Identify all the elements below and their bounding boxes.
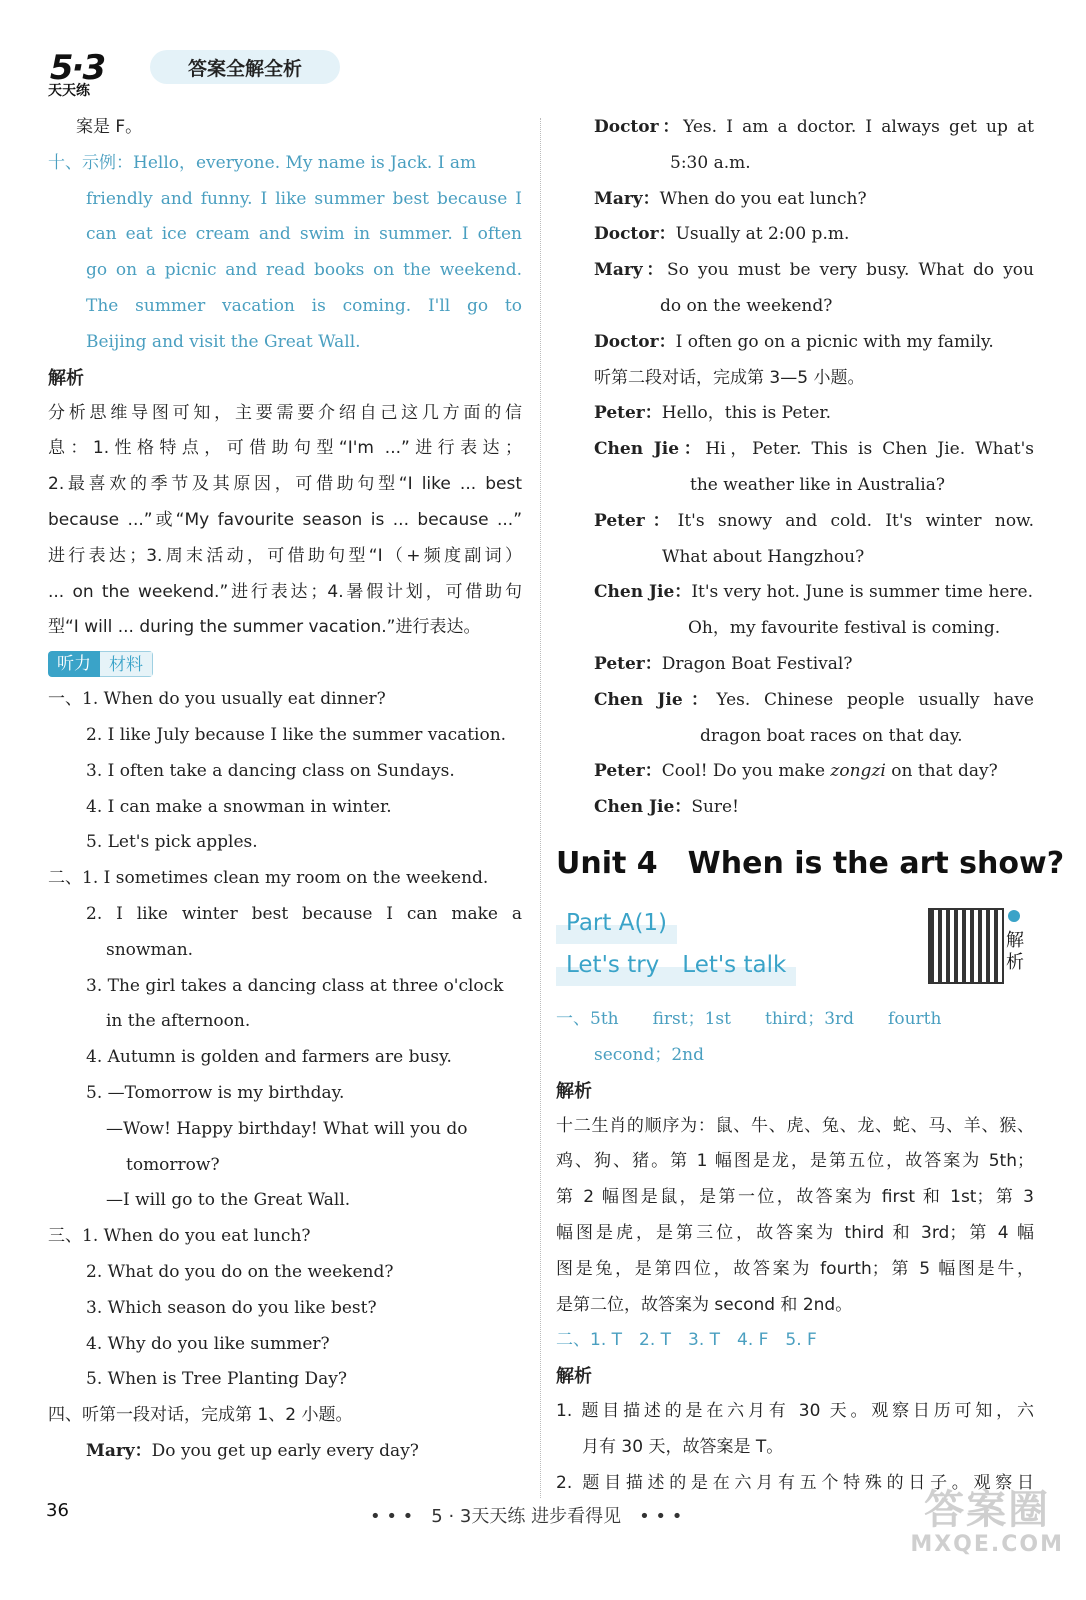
utterance: Yes. I am a doctor. I always get up at: [683, 117, 1034, 137]
analysis-line: 幅图是虎，是第三位，故答案为 third 和 3rd；第 4 幅: [556, 1222, 1034, 1243]
sec4-text: 听第一段对话，完成第 1、2 小题。: [82, 1405, 353, 1426]
dialogue-line: [556, 683, 1034, 719]
utterance: Hello，this is Peter.: [661, 403, 831, 424]
item-10-label: 十、示例：: [48, 152, 133, 173]
analysis-line: 图是兔，是第四位，故答案为 fourth；第 5 幅图是牛，: [556, 1258, 1034, 1279]
dialogue-cont: Oh，my favourite festival is coming.: [688, 618, 1001, 639]
watermark: [910, 1487, 1064, 1557]
utterance: Do you get up early every day?: [151, 1440, 419, 1461]
analysis-line: 十二生肖的顺序为：鼠、牛、虎、兔、龙、蛇、马、羊、猴、: [556, 1115, 1034, 1136]
q1-answers-cont: second；2nd: [594, 1044, 705, 1065]
sec1-item: 3. I often take a dancing class on Sundays.: [86, 760, 455, 781]
sec4-intro: [48, 1398, 522, 1434]
speaker: Peter：: [594, 510, 678, 531]
logo-subtitle: 天天练: [48, 83, 90, 99]
sec2-text: 1. I sometimes clean my room on the weekend.: [82, 868, 489, 889]
speaker: Chen Jie：: [594, 439, 706, 460]
sec2-item: [48, 861, 522, 897]
analysis-line: 第 2 幅图是鼠，是第一位，故答案为 first 和 1st；第 3: [556, 1187, 1034, 1208]
analysis-line: 2. 题目描述的是在六月有五个特殊的日子。观察日: [556, 1472, 1034, 1493]
play-icon: [1008, 910, 1020, 922]
watermark-url: MXQE.COM: [910, 1532, 1064, 1557]
utterance: I often go on a picnic with my family.: [675, 331, 994, 352]
dialogue-line: [556, 504, 1034, 540]
dialogue-line: [556, 396, 1034, 432]
dialogue-line: [556, 647, 1034, 683]
analysis-heading: 解析: [48, 367, 84, 389]
sec2-item: 4. Autumn is golden and farmers are busy.: [86, 1047, 452, 1068]
analysis-line: 息：1.性格特点，可借助句型“I'm ...”进行表达；: [48, 438, 522, 459]
essay-line: The summer vacation is coming. I'll go to: [86, 295, 522, 316]
analysis-line: ... on the weekend.”进行表达；4.暑假计划，可借助句: [48, 581, 522, 602]
dialogue-line: [556, 110, 1034, 146]
utterance: It's very hot. June is summer time here.: [691, 582, 1033, 603]
dialogue-line: [48, 1434, 522, 1470]
logo-number: 5·3: [49, 48, 105, 88]
q1-label: 一、: [556, 1008, 590, 1029]
dialogue-cont: What about Hangzhou?: [662, 546, 865, 567]
sec1-item: 2. I like July because I like the summer vacation.: [86, 724, 507, 745]
sec3-item: 4. Why do you like summer?: [86, 1333, 330, 1354]
right-column: [556, 110, 1065, 1502]
utterance-end: on that day?: [885, 761, 998, 782]
dialogue-cont: the weather like in Australia?: [690, 474, 945, 495]
q2-text: 1. T 2. T 3. T 4. F 5. F: [590, 1330, 817, 1351]
footer-slogan: • • • 5 · 3天天练 进步看得见 • • •: [370, 1506, 683, 1527]
sec2-item: 5. —Tomorrow is my birthday.: [86, 1082, 345, 1103]
utterance: Yes. Chinese people usually have: [716, 689, 1034, 710]
sec2-item: 3. The girl takes a dancing class at three o'clock: [86, 975, 504, 996]
dialogue-cont: do on the weekend?: [660, 295, 833, 316]
tag-left: 听力: [48, 651, 100, 677]
left-column: [48, 110, 522, 1470]
dialogue-intro: 听第二段对话，完成第 3—5 小题。: [594, 367, 865, 388]
q1-answers: [556, 1002, 1034, 1038]
speaker: Doctor：: [594, 117, 684, 137]
speaker: Mary：: [594, 188, 660, 209]
speaker: Peter：: [594, 761, 662, 782]
dialogue-line: [556, 432, 1034, 468]
analysis-line: 月有 30 天，故答案是 T。: [582, 1436, 784, 1457]
dialogue-line: [556, 325, 1034, 361]
essay-line: can eat ice cream and swim in summer. I often: [86, 224, 522, 245]
speaker: Mary：: [594, 260, 668, 281]
speaker: Peter：: [594, 403, 662, 424]
sec2-item: —Wow! Happy birthday! What will you do: [106, 1118, 468, 1139]
utterance: Dragon Boat Festival?: [661, 653, 853, 674]
header: [38, 28, 338, 106]
analysis-heading: 解析: [556, 1080, 592, 1102]
answer-continuation: 案是 F。: [76, 117, 143, 137]
qr-label: 解析: [1006, 929, 1024, 973]
analysis-line: 分析思维导图可知，主要需要介绍自己这几方面的信: [48, 402, 522, 423]
sec1-text: 1. When do you usually eat dinner?: [82, 689, 386, 710]
sec4-label: 四、: [48, 1405, 82, 1426]
dialogue-cont: 5:30 a.m.: [670, 152, 751, 173]
dialogue-line: [556, 754, 1034, 790]
analysis-line: 是第二位，故答案为 second 和 2nd。: [556, 1294, 853, 1315]
utterance-italic: zongzi: [830, 761, 886, 782]
essay-line: Beijing and visit the Great Wall.: [86, 331, 361, 352]
utterance: Hi，Peter. This is Chen Jie. What's: [705, 439, 1034, 460]
q1-text: 5th first；1st third；3rd fourth: [590, 1008, 942, 1029]
part-header: [556, 902, 1034, 1002]
item-10: [48, 146, 522, 182]
sec1-item: 4. I can make a snowman in winter.: [86, 796, 392, 817]
essay-line: friendly and funny. I like summer best because I: [86, 188, 522, 209]
sec3-item: [48, 1219, 522, 1255]
dialogue-line: [556, 575, 1034, 611]
part-title: Part A(1): [556, 902, 677, 944]
dialogue-line: [556, 790, 1034, 826]
analysis-line: 进行表达；3.周末活动，可借助句型“I（+频度副词）: [48, 545, 522, 566]
sec3-item: 5. When is Tree Planting Day?: [86, 1369, 347, 1390]
utterance: So you must be very busy. What do you: [667, 260, 1034, 281]
utterance: Sure!: [691, 797, 739, 818]
qr-code[interactable]: [928, 908, 1004, 984]
essay-line: go on a picnic and read books on the weekend.: [86, 260, 522, 281]
dialogue-cont: dragon boat races on that day.: [700, 725, 963, 746]
item-10-text: Hello，everyone. My name is Jack. I am: [133, 152, 477, 173]
watermark-text: 答案圈: [924, 1487, 1051, 1533]
dialogue-line: [556, 253, 1034, 289]
q2-label: 二、: [556, 1330, 590, 1351]
sec3-text: 1. When do you eat lunch?: [82, 1226, 311, 1247]
speaker: Doctor：: [594, 331, 676, 352]
sec1-label: 一、: [48, 689, 82, 710]
sec2-item: 2. I like winter best because I can make a: [86, 903, 522, 924]
speaker: Mary：: [86, 1440, 152, 1461]
sec1-item: 5. Let's pick apples.: [86, 832, 258, 853]
sec3-item: 2. What do you do on the weekend?: [86, 1261, 394, 1282]
sec2-item: in the afternoon.: [106, 1011, 251, 1032]
speaker: Chen Jie：: [594, 797, 692, 818]
analysis-line: because ...”或“My favourite season is ... because ...”: [48, 509, 522, 530]
tag-right: 材料: [100, 651, 153, 677]
analysis-line: 型“I will ... during the summer vacation.”进行表达。: [48, 617, 481, 638]
sec3-label: 三、: [48, 1226, 82, 1247]
dialogue-line: [556, 217, 1034, 253]
analysis-heading: 解析: [556, 1366, 592, 1388]
sec2-item: tomorrow?: [126, 1154, 220, 1175]
unit-title: Unit 4 When is the art show?: [556, 845, 1065, 881]
header-title: 答案全解全析: [150, 50, 340, 84]
part-subtitle: Let's try Let's talk: [556, 944, 796, 986]
analysis-line: 鸡、狗、猪。第 1 幅图是龙，是第五位，故答案为 5th；: [556, 1151, 1034, 1172]
analysis-line: 1. 题目描述的是在六月有 30 天。观察日历可知，六: [556, 1401, 1034, 1422]
utterance: Usually at 2:00 p.m.: [675, 224, 850, 245]
speaker: Chen Jie：: [594, 582, 692, 603]
speaker: Doctor：: [594, 224, 676, 245]
sec2-item: —I will go to the Great Wall.: [106, 1190, 351, 1211]
speaker: Chen Jie：: [594, 689, 717, 710]
listening-material-tag: [48, 651, 153, 677]
utterance: When do you eat lunch?: [659, 188, 867, 209]
dialogue-line: [556, 182, 1034, 218]
speaker: Peter：: [594, 653, 662, 674]
sec1-item: [48, 682, 522, 718]
sec2-label: 二、: [48, 868, 82, 889]
page-number: 36: [46, 1500, 69, 1521]
q2-answers: [556, 1323, 1034, 1359]
analysis-line: 2.最喜欢的季节及其原因，可借助句型“I like ... best: [48, 474, 522, 495]
column-divider: [540, 118, 541, 1498]
utterance: Cool! Do you make: [661, 761, 831, 782]
sec2-item: snowman.: [106, 939, 194, 960]
utterance: It's snowy and cold. It's winter now.: [677, 510, 1034, 531]
sec3-item: 3. Which season do you like best?: [86, 1297, 377, 1318]
